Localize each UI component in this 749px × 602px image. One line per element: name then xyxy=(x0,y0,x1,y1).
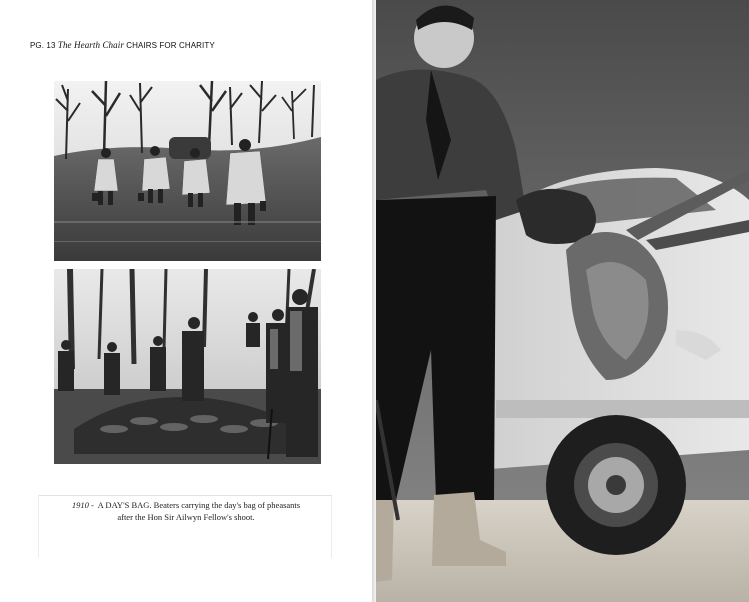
left-page xyxy=(0,0,372,602)
caption-line-2: after the Hon Sir Ailwyn Fellow's shoot. xyxy=(117,512,255,522)
photo-caption xyxy=(39,499,333,523)
photo-days-bag xyxy=(54,269,321,464)
book-title: The Hearth Chair xyxy=(57,40,124,50)
caption-year: 1910 - xyxy=(71,500,94,510)
section-title: CHAIRS FOR CHARITY xyxy=(126,41,215,50)
photo-beaters-walking xyxy=(54,81,321,261)
caption-box xyxy=(38,495,332,558)
page-number: PG. 13 xyxy=(30,41,56,50)
caption-line-1: A DAY'S BAG. Beaters carrying the day's bag of pheasants xyxy=(97,500,301,510)
photo-man-with-pheasants xyxy=(376,0,749,602)
page-header xyxy=(30,40,215,50)
